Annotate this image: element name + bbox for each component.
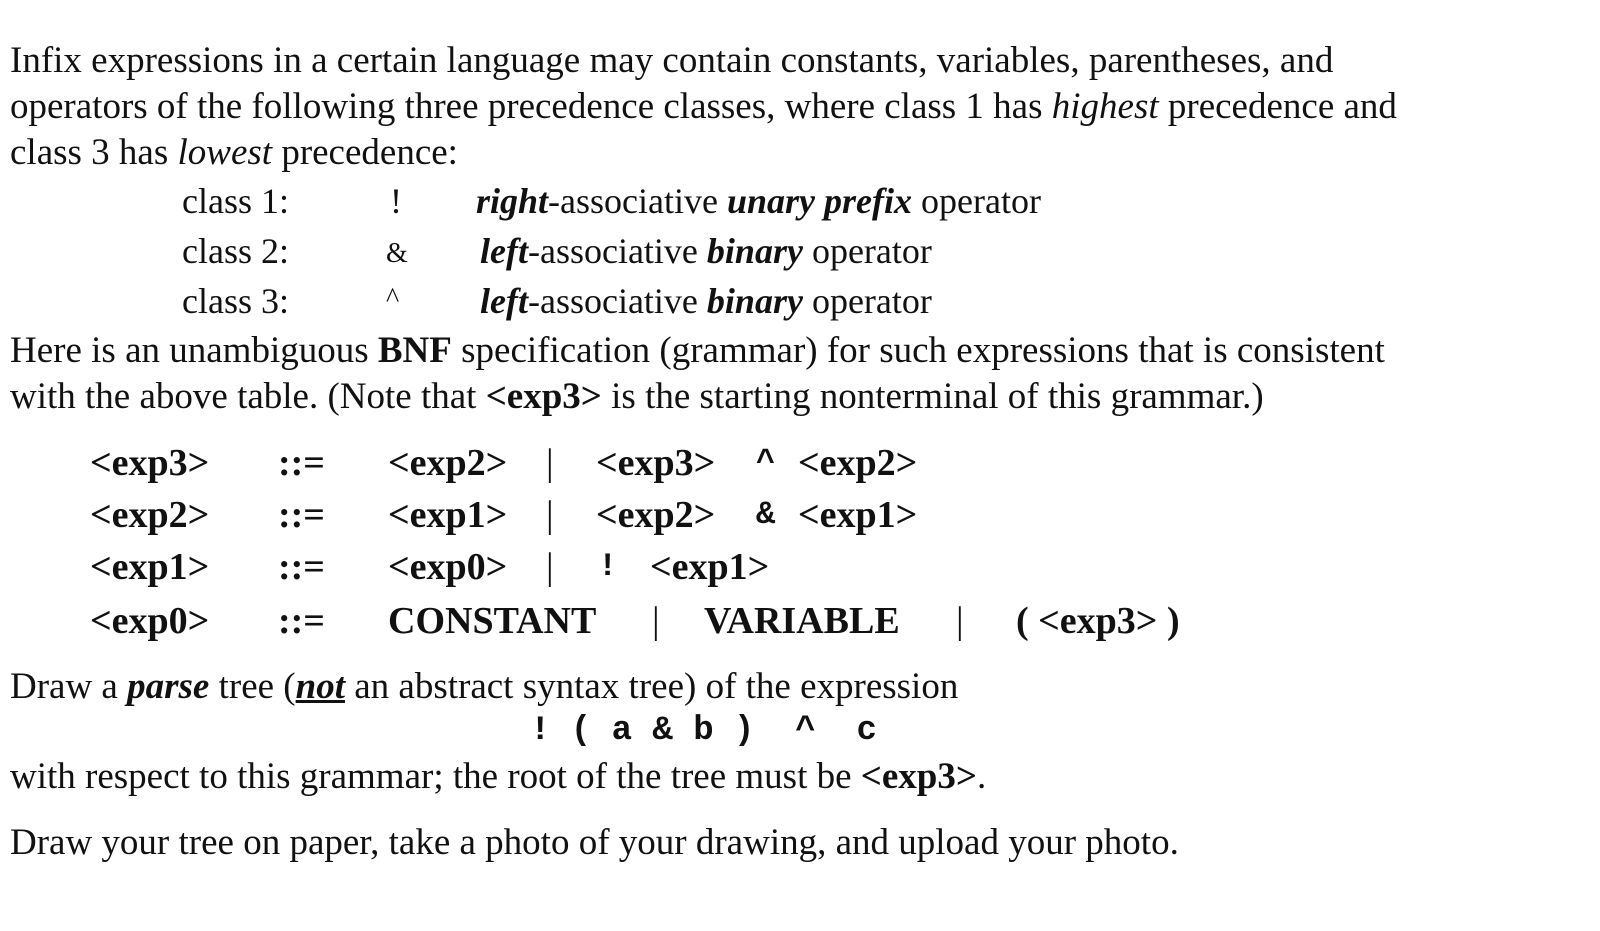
rule-3-alt2b: <exp1> <box>650 546 770 588</box>
rule-2-alt2b: <exp1> <box>798 494 918 536</box>
class-1-description: right-associative unary prefix operator <box>476 181 1041 221</box>
task-line-1: Draw a parse tree (not an abstract syntax tree) of the expression <box>10 666 959 707</box>
rule-2-alt2: <exp2> <box>596 494 716 536</box>
rule-3-lhs: <exp1> <box>90 546 210 588</box>
class-1-label: class 1: <box>182 181 289 221</box>
rule-1-lhs: <exp3> <box>90 442 210 484</box>
intro-line-2: operators of the following three precedence classes, where class 1 has highest precedence and <box>10 86 1397 127</box>
rule-4-alt2: VARIABLE <box>704 600 900 642</box>
bnf-intro-line-2: with the above table. (Note that <exp3> is the starting nonterminal of this grammar.) <box>10 376 1264 417</box>
task-instructions: Draw your tree on paper, take a photo of your drawing, and upload your photo. <box>10 822 1179 863</box>
rule-3-def: ::= <box>278 546 325 588</box>
rule-2-op: & <box>756 496 776 533</box>
intro-line-3: class 3 has lowest precedence: <box>10 132 458 173</box>
rule-1-def: ::= <box>278 442 325 484</box>
rule-2-lhs: <exp2> <box>90 494 210 536</box>
bnf-intro-line-1: Here is an unambiguous BNF specification (grammar) for such expressions that is consistent <box>10 330 1385 371</box>
root-nonterminal: <exp3> <box>860 756 977 797</box>
rule-3-op: ! <box>598 548 618 585</box>
rule-4-bar-2: | <box>956 600 964 642</box>
rule-1-alt1: <exp2> <box>388 442 508 484</box>
rule-2-bar: | <box>546 494 554 536</box>
rule-2-alt1: <exp1> <box>388 494 508 536</box>
rule-4-bar-1: | <box>652 600 660 642</box>
emphasis-lowest: lowest <box>177 132 273 173</box>
rule-1-op: ^ <box>756 444 776 481</box>
rule-4-alt1: CONSTANT <box>388 600 597 642</box>
start-nonterminal: <exp3> <box>485 376 602 417</box>
rule-4-lhs: <exp0> <box>90 600 210 642</box>
class-2-operator: & <box>386 238 408 269</box>
emphasis-parse: parse <box>127 666 210 707</box>
rule-1-bar: | <box>546 442 554 484</box>
emphasis-not: not <box>295 666 345 707</box>
target-expression: ! ( a & b ) ^ c <box>530 712 877 750</box>
intro-line-1: Infix expressions in a certain language may contain constants, variables, parentheses, and <box>10 40 1334 81</box>
rule-1-alt2b: <exp2> <box>798 442 918 484</box>
rule-2-def: ::= <box>278 494 325 536</box>
rule-1-alt2: <exp3> <box>596 442 716 484</box>
rule-4-def: ::= <box>278 600 325 642</box>
class-3-operator: ^ <box>386 283 400 314</box>
rule-3-alt1: <exp0> <box>388 546 508 588</box>
emphasis-highest: highest <box>1051 86 1159 127</box>
task-line-2: with respect to this grammar; the root of the tree must be <exp3>. <box>10 756 987 797</box>
rule-3-bar: | <box>546 546 554 588</box>
class-1-operator: ! <box>390 181 402 221</box>
bnf-term: BNF <box>377 330 452 371</box>
class-2-description: left-associative binary operator <box>480 231 932 271</box>
rule-4-alt3: ( <exp3> ) <box>1016 600 1180 642</box>
class-3-description: left-associative binary operator <box>480 281 932 321</box>
class-3-label: class 3: <box>182 281 289 321</box>
class-2-label: class 2: <box>182 231 289 271</box>
